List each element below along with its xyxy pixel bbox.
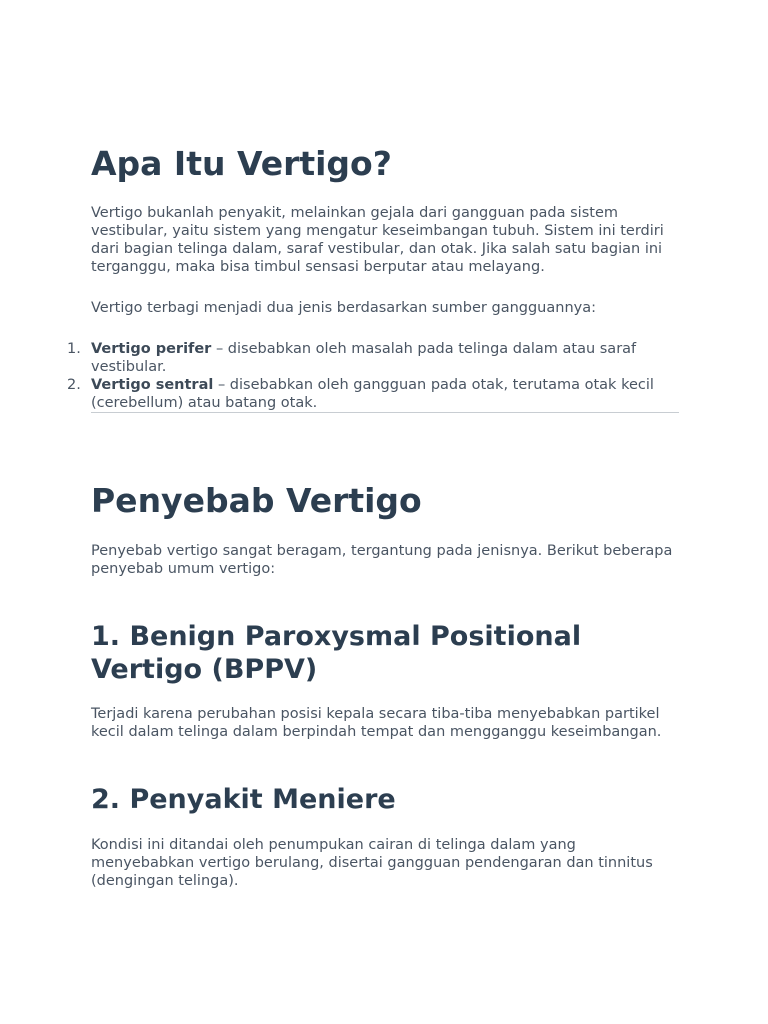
- cause-text-meniere: Kondisi ini ditandai oleh penumpukan cairan di telinga dalam yang menyebabkan vertigo berulang, disertai gangguan pendengaran dan tinnitus (dengingan telinga).: [91, 837, 653, 889]
- desc-vertigo-sentral: – disebabkan oleh gangguan pada otak, terutama otak kecil (cerebellum) atau batang otak.: [91, 377, 654, 411]
- list-number: 1.: [67, 341, 81, 357]
- desc-vertigo-perifer: – disebabkan oleh masalah pada telinga dalam atau saraf vestibular.: [91, 341, 637, 375]
- term-vertigo-perifer: Vertigo perifer: [91, 341, 212, 357]
- list-item-vertigo-perifer: [67, 340, 679, 376]
- paragraph-definition: Vertigo bukanlah penyakit, melainkan gejala dari gangguan pada sistem vestibular, yaitu sistem yang mengatur keseimbangan tubuh. Sistem ini terdiri dari bagian telinga dalam, saraf vestibular, dan otak. Jika salah satu bagian ini terganggu, maka bisa timbul sensasi berputar atau melayang.: [91, 205, 664, 275]
- term-vertigo-sentral: Vertigo sentral: [91, 377, 214, 393]
- list-number: 2.: [67, 377, 81, 393]
- cause-title-bppv: 1. Benign Paroxysmal Positional Vertigo (BPPV): [91, 621, 582, 685]
- list-item-vertigo-sentral: [67, 376, 679, 412]
- paragraph-causes-intro: Penyebab vertigo sangat beragam, tergantung pada jenisnya. Berikut beberapa penyebab umum vertigo:: [91, 543, 673, 577]
- section-divider: [91, 412, 679, 413]
- vertigo-types-list: [67, 340, 679, 412]
- section-title-penyebab-vertigo: Penyebab Vertigo: [91, 481, 422, 520]
- cause-text-bppv: Terjadi karena perubahan posisi kepala secara tiba-tiba menyebabkan partikel kecil dalam telinga dalam berpindah tempat dan mengganggu keseimbangan.: [91, 706, 662, 740]
- paragraph-types-intro: Vertigo terbagi menjadi dua jenis berdasarkan sumber gangguannya:: [91, 300, 596, 316]
- section-title-apa-itu-vertigo: Apa Itu Vertigo?: [91, 144, 392, 183]
- cause-title-meniere: 2. Penyakit Meniere: [91, 784, 396, 815]
- article-content: [67, 142, 679, 890]
